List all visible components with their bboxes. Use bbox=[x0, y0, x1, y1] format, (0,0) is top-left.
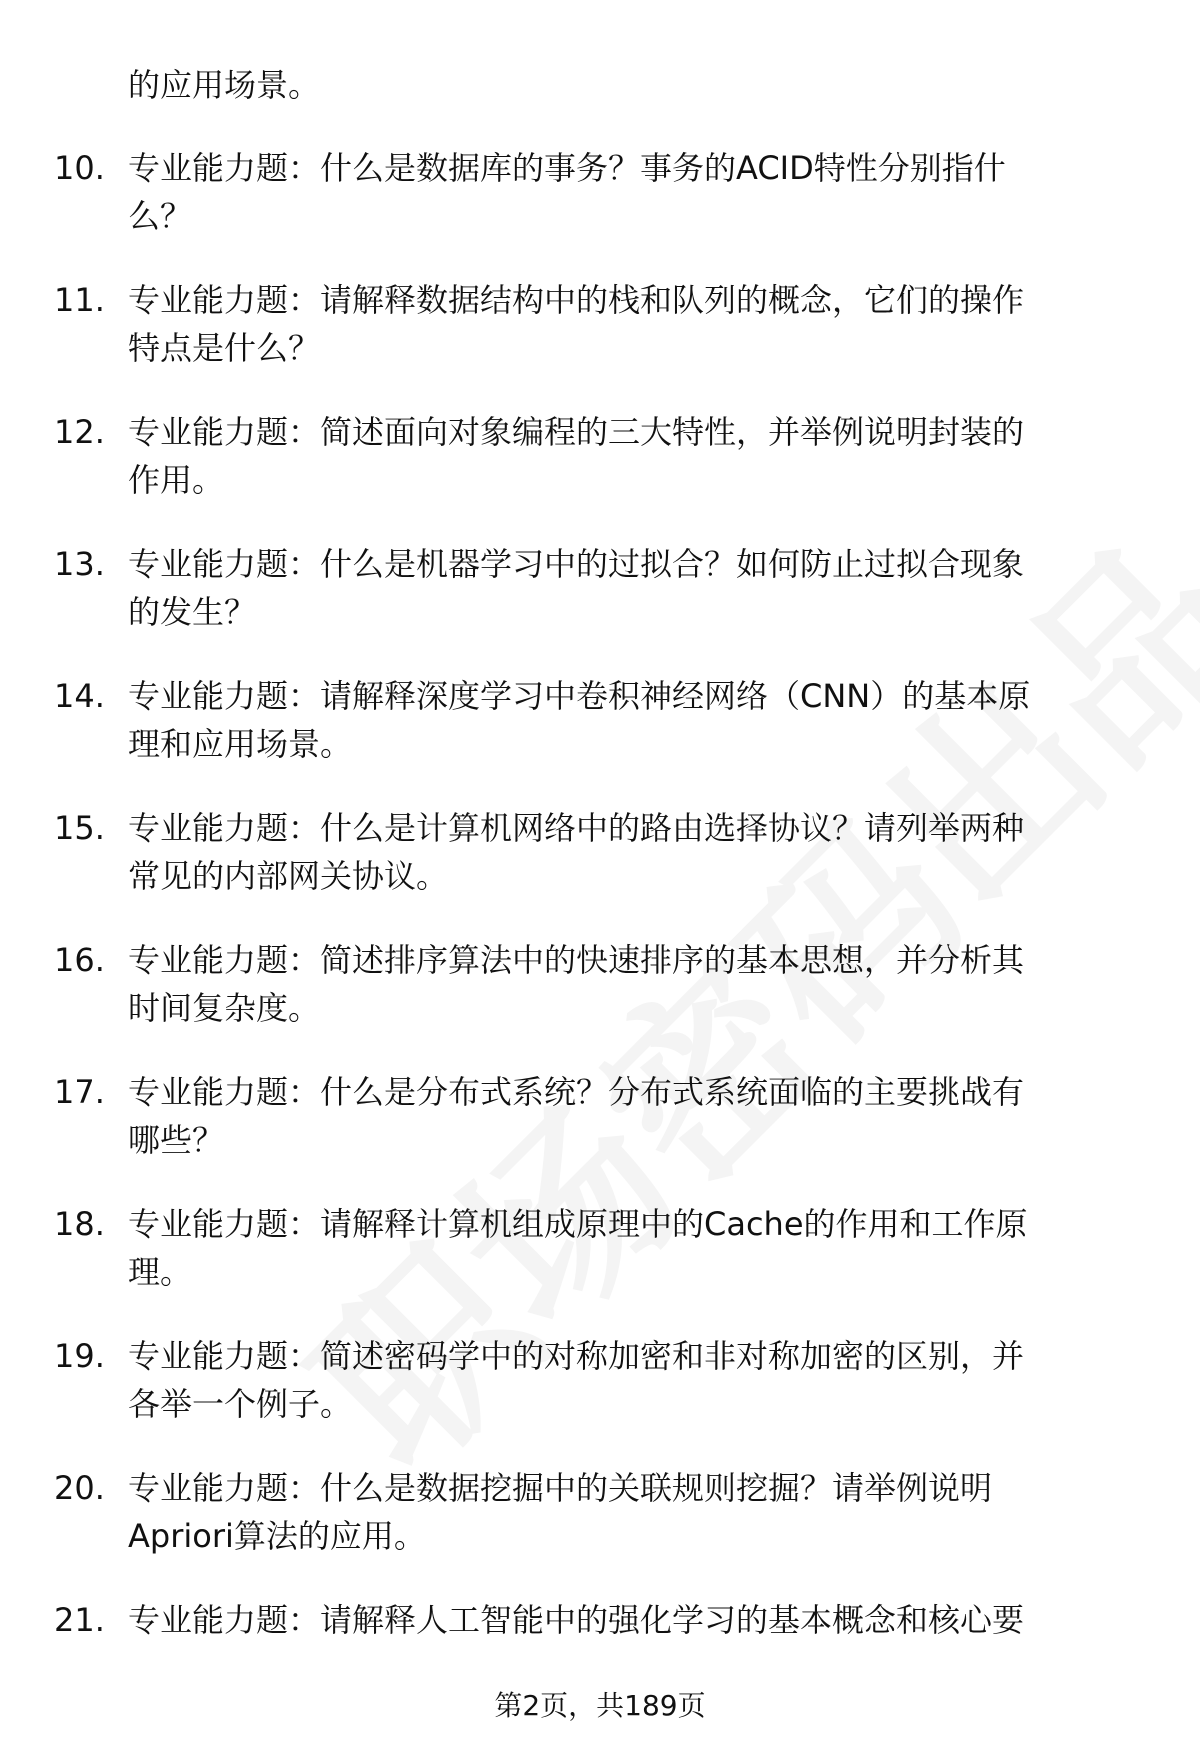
question-number: 16. bbox=[54, 941, 105, 979]
question-number: 15. bbox=[54, 809, 105, 847]
question-text-line: 各举一个例子。 bbox=[128, 1385, 353, 1423]
question-number: 17. bbox=[54, 1073, 105, 1111]
question-text-line: 么？ bbox=[128, 197, 193, 235]
question-number: 12. bbox=[54, 413, 105, 451]
question-text-line: 理。 bbox=[128, 1253, 193, 1291]
question-text-line: 专业能力题：什么是计算机网络中的路由选择协议？请列举两种 bbox=[128, 809, 1025, 847]
question-text-line: 专业能力题：什么是机器学习中的过拟合？如何防止过拟合现象 bbox=[128, 545, 1025, 583]
question-text-line: 哪些？ bbox=[128, 1121, 225, 1159]
question-text-line: Apriori算法的应用。 bbox=[128, 1517, 426, 1555]
question-text-line: 专业能力题：请解释计算机组成原理中的Cache的作用和工作原 bbox=[128, 1205, 1028, 1243]
question-text-line: 专业能力题：什么是分布式系统？分布式系统面临的主要挑战有 bbox=[128, 1073, 1025, 1111]
question-text-line: 专业能力题：简述排序算法中的快速排序的基本思想，并分析其 bbox=[128, 941, 1025, 979]
question-text-line: 专业能力题：什么是数据库的事务？事务的ACID特性分别指什 bbox=[128, 149, 1006, 187]
question-number: 18. bbox=[54, 1205, 105, 1243]
question-text-line: 特点是什么？ bbox=[128, 329, 321, 367]
question-text-line: 专业能力题：请解释深度学习中卷积神经网络（CNN）的基本原 bbox=[128, 677, 1031, 715]
question-number: 14. bbox=[54, 677, 105, 715]
question-number: 19. bbox=[54, 1337, 105, 1375]
question-number: 21. bbox=[54, 1601, 105, 1639]
question-text-line: 时间复杂度。 bbox=[128, 989, 321, 1027]
question-text-line: 的发生？ bbox=[128, 593, 257, 631]
question-number: 10. bbox=[54, 149, 105, 187]
question-text-line: 作用。 bbox=[128, 461, 225, 499]
question-text-line: 专业能力题：请解释数据结构中的栈和队列的概念，它们的操作 bbox=[128, 281, 1025, 319]
question-number: 20. bbox=[54, 1469, 105, 1507]
question-text-line: 常见的内部网关协议。 bbox=[128, 857, 449, 895]
question-text-line: 理和应用场景。 bbox=[128, 725, 353, 763]
question-text-line: 专业能力题：简述面向对象编程的三大特性，并举例说明封装的 bbox=[128, 413, 1025, 451]
question-text-line: 专业能力题：简述密码学中的对称加密和非对称加密的区别，并 bbox=[128, 1337, 1025, 1375]
question-number: 11. bbox=[54, 281, 105, 319]
question-text-line: 专业能力题：请解释人工智能中的强化学习的基本概念和核心要 bbox=[128, 1601, 1025, 1639]
continuation-text: 的应用场景。 bbox=[128, 66, 321, 104]
page-footer: 第2页，共189页 bbox=[494, 1689, 706, 1722]
question-text-line: 专业能力题：什么是数据挖掘中的关联规则挖掘？请举例说明 bbox=[128, 1469, 993, 1507]
question-number: 13. bbox=[54, 545, 105, 583]
